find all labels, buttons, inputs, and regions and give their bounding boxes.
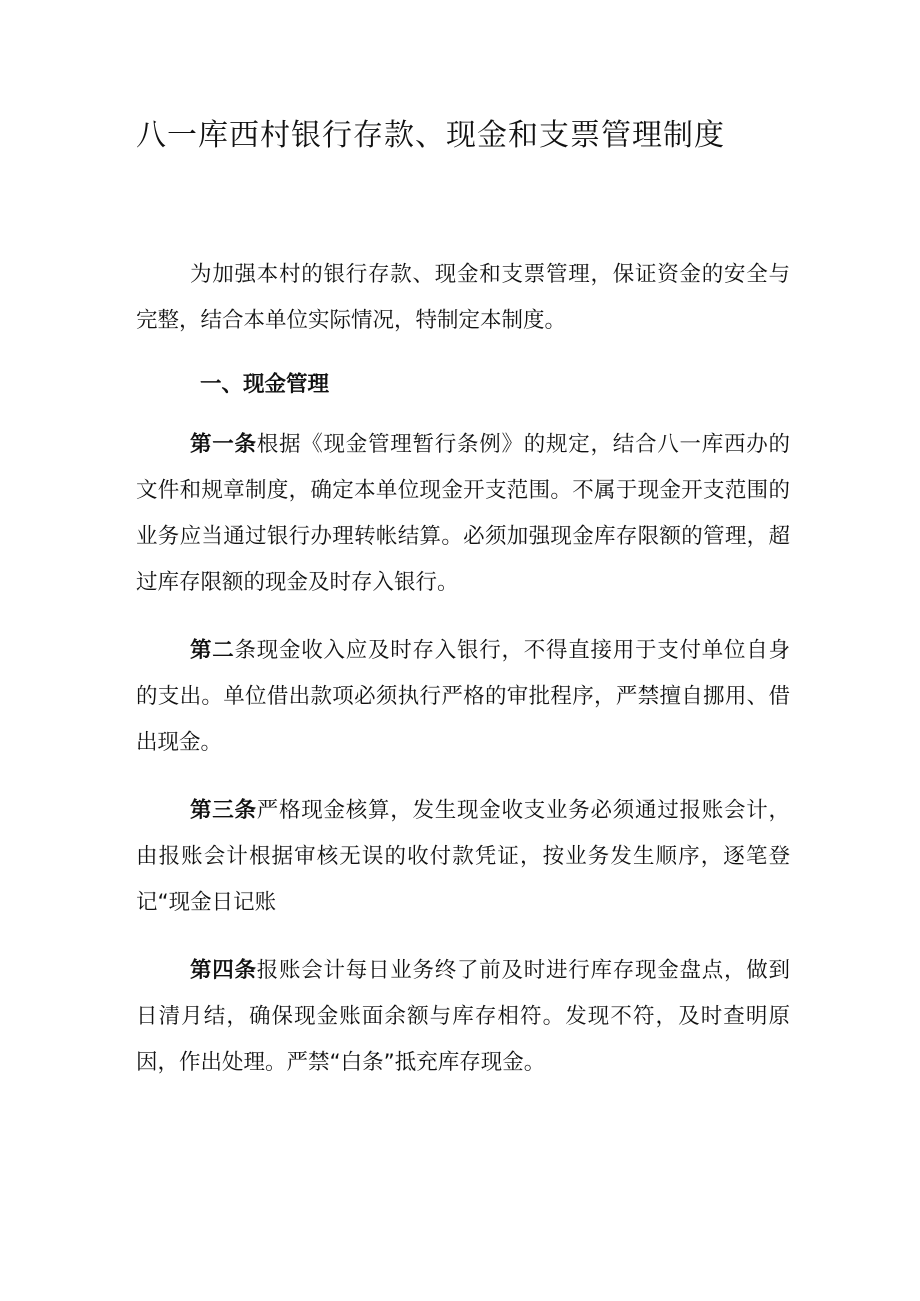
intro-paragraph: 为加强本村的银行存款、现金和支票管理，保证资金的安全与完整，结合本单位实际情况，特制定本制度。 — [136, 262, 790, 333]
article-2 — [136, 628, 790, 766]
article-4-text: 报账会计每日业务终了前及时进行库存现金盘点，做到日清月结，确保现金账面余额与库存相符。发现不符，及时查明原因，作出处理。严禁“白条”抵充库存现金。 — [136, 958, 790, 1075]
article-4-label: 第四条 — [190, 958, 257, 983]
article-4 — [136, 948, 790, 1086]
document-title: 八一库西村银行存款、现金和支票管理制度 — [136, 118, 725, 153]
section-heading-cash-management: 一、现金管理 — [200, 372, 330, 397]
article-1 — [136, 422, 790, 606]
article-1-label: 第一条 — [190, 432, 257, 457]
article-3-label: 第三条 — [190, 798, 257, 823]
article-3 — [136, 788, 790, 926]
article-1-text: 根据《现金管理暂行条例》的规定，结合八一库西办的文件和规章制度，确定本单位现金开支范围。不属于现金开支范围的业务应当通过银行办理转帐结算。必须加强现金库存限额的管理，超过库存限额的现金及时存入银行。 — [136, 432, 790, 595]
article-2-label: 第二 — [190, 638, 235, 663]
article-3-text: 严格现金核算，发生现金收支业务必须通过报账会计，由报账会计根据审核无误的收付款凭证，按业务发生顺序，逐笔登记“现金日记账 — [136, 798, 790, 915]
article-2-text: 条现金收入应及时存入银行，不得直接用于支付单位自身的支出。单位借出款项必须执行严格的审批程序，严禁擅自挪用、借出现金。 — [136, 638, 790, 755]
